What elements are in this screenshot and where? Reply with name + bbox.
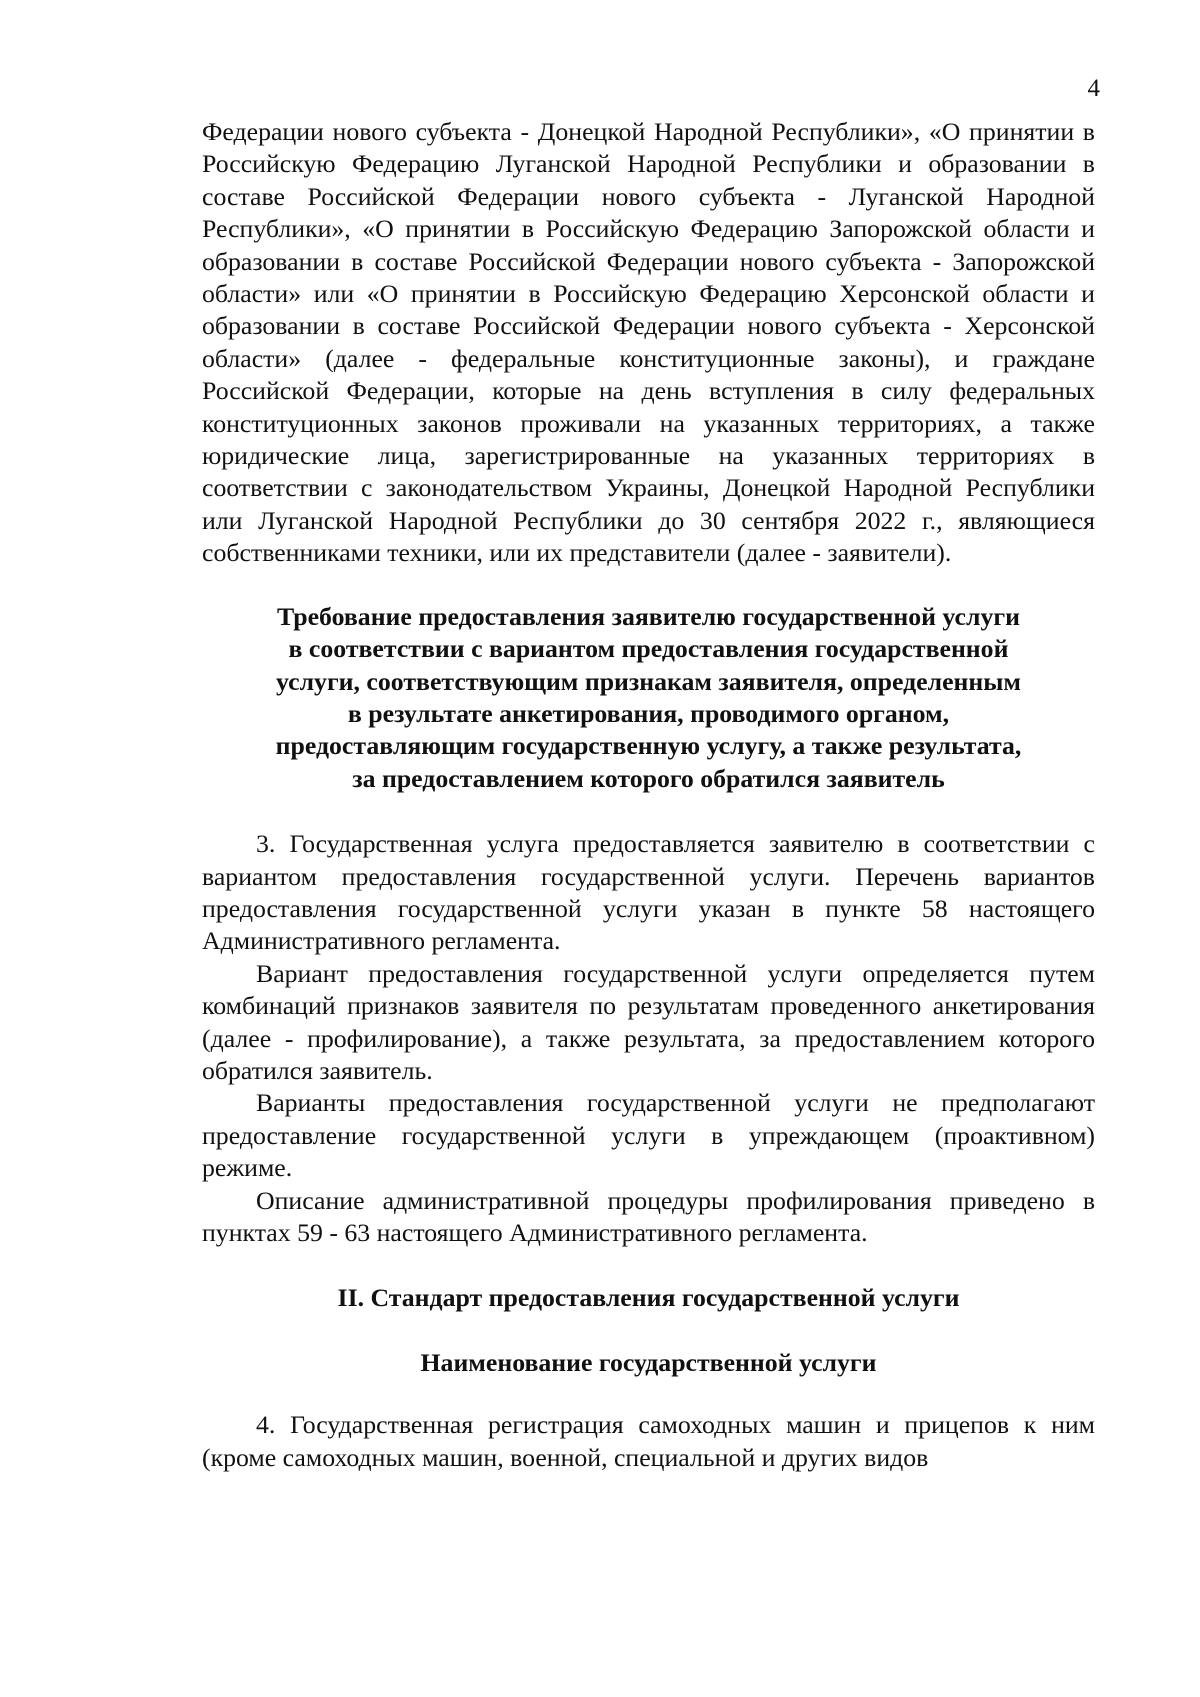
spacer	[202, 1379, 1095, 1409]
heading-requirement-line-3: услуги, соответствующим признакам заявителя, определенным	[276, 666, 1021, 696]
spacer	[202, 570, 1095, 601]
document-body	[202, 116, 1095, 1474]
paragraph-intro: Федерации нового субъекта - Донецкой Народной Республики», «О принятии в Российскую Федерацию Луганской Народной Республики и образовании в составе Российской Федерации нового субъекта - Луганской Народной Республики», «О принятии в Российскую Федерацию Запорожской области и образовании в составе Российской Федерации нового субъекта - Запорожской области» или «О принятии в Российскую Федерацию Херсонской области и образовании в составе Российской Федерации нового субъекта - Херсонской области» (далее - федеральные конституционные законы), и граждане Российской Федерации, которые на день вступления в силу федеральных конституционных законов проживали на указанных территориях, а также юридические лица, зарегистрированные на указанных территориях в соответствии с законодательством Украины, Донецкой Народной Республики или Луганской Народной Республики до 30 сентября 2022 г., являющиеся собственниками техники, или их представители (далее - заявители).	[202, 117, 1095, 568]
paragraph-3-1: 3. Государственная услуга предоставляется заявителю в соответствии с вариантом предоставления государственной услуги. Перечень вариантов предоставления государственной услуги указан в пункте 58 настоящего Административного регламента.	[202, 829, 1095, 956]
spacer	[202, 795, 1095, 828]
heading-requirement-line-6: за предоставлением которого обратился заявитель	[352, 763, 945, 793]
heading-requirement	[202, 601, 1095, 795]
heading-section-2: II. Стандарт предоставления государственной услуги	[337, 1283, 960, 1313]
heading-requirement-line-2: в соответствии с вариантом предоставления государственной	[288, 634, 1009, 664]
paragraph-3-3: Варианты предоставления государственной услуги не предполагают предоставление государственной услуги в упреждающем (проактивном) режиме.	[202, 1088, 1095, 1183]
heading-requirement-line-5: предоставляющим государственную услугу, а также результата,	[275, 731, 1022, 761]
paragraph-4: 4. Государственная регистрация самоходных машин и прицепов к ним (кроме самоходных машин, военной, специальной и других видов	[202, 1410, 1095, 1472]
heading-requirement-line-1: Требование предоставления заявителю государственной услуги	[277, 601, 1020, 631]
spacer	[202, 1249, 1095, 1282]
paragraph-3-4: Описание административной процедуры профилирования приведено в пунктах 59 - 63 настоящего Административного регламента.	[202, 1185, 1095, 1247]
paragraph-3-2: Вариант предоставления государственной услуги определяется путем комбинаций признаков заявителя по результатам проведенного анкетирования (далее - профилирование), а также результата, за предоставлением которого обратился заявитель.	[202, 958, 1095, 1085]
heading-service-name: Наименование государственной услуги	[420, 1347, 877, 1377]
spacer	[202, 1315, 1095, 1347]
heading-requirement-line-4: в результате анкетирования, проводимого органом,	[347, 698, 950, 728]
page-number: 4	[1087, 75, 1100, 102]
